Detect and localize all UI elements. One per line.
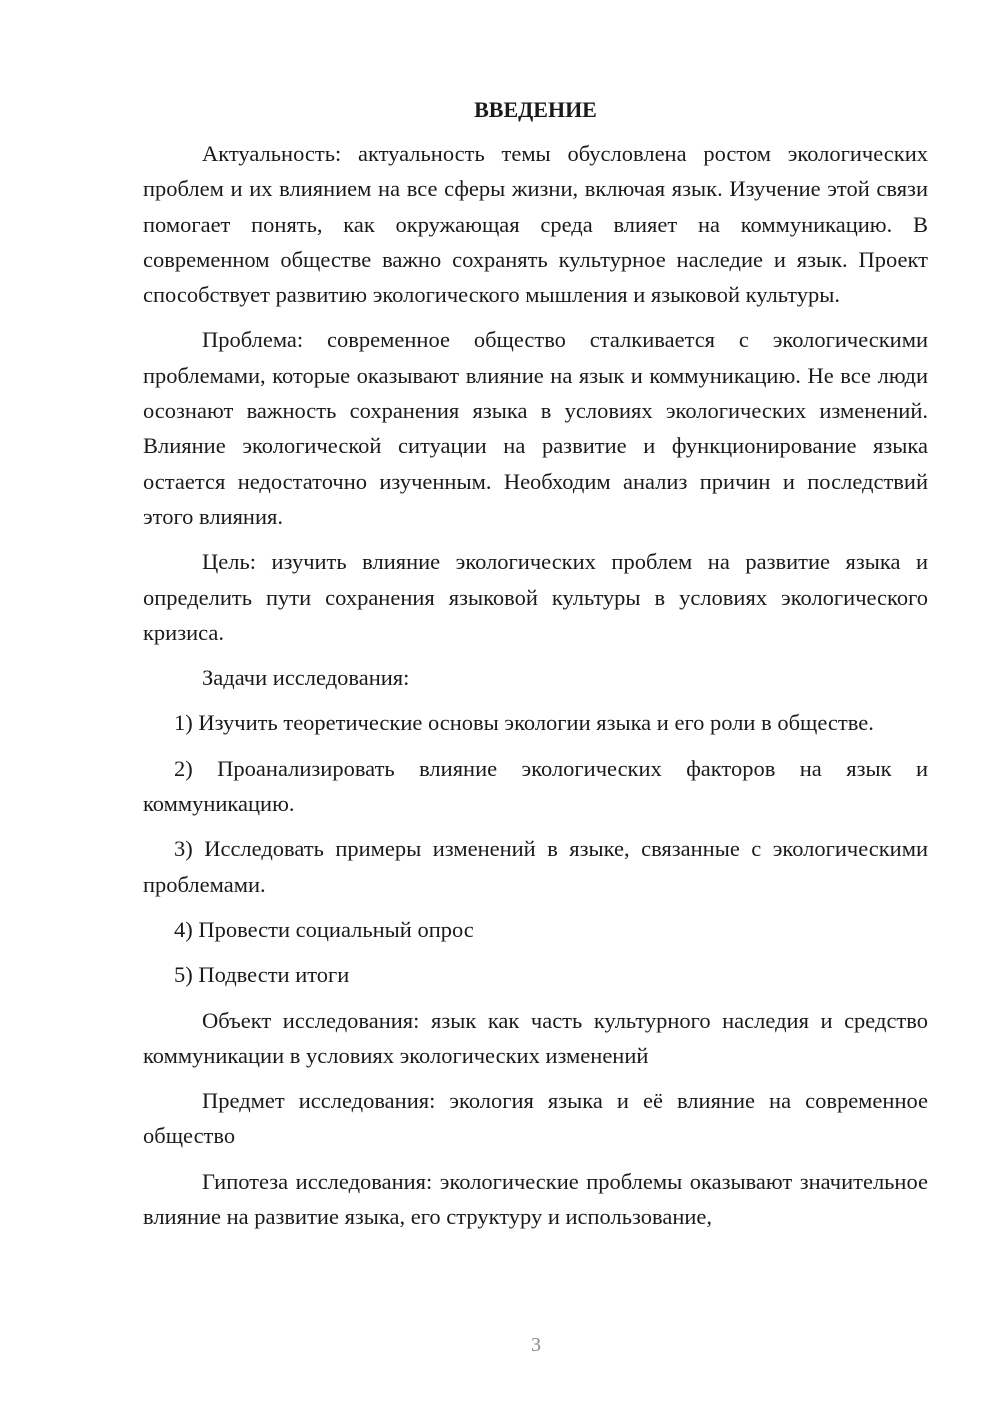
problem-paragraph: Проблема: современное общество сталкивается с экологическими проблемами, которые оказывают влияние на язык и коммуникацию. Не все люди осознают важность сохранения языка в условиях экологических изменений. Влияние экологической ситуации на развитие и функционирование языка остается недостаточно изученным. Необходим анализ причин и последствий этого влияния. [143,327,928,529]
page-content [143,92,928,1244]
task-item: 2) Проанализировать влияние экологических факторов на язык и коммуникацию. [143,755,928,817]
hypothesis-paragraph: Гипотеза исследования: экологические проблемы оказывают значительное влияние на развитие языка, его структуру и использование, [143,1168,928,1230]
task-item: 4) Провести социальный опрос [174,916,474,942]
task-item: 1) Изучить теоретические основы экологии языка и его роли в обществе. [174,710,874,736]
task-item: 5) Подвести итоги [174,962,350,988]
page-number: 3 [531,1334,541,1356]
tasks-heading: Задачи исследования: [202,665,410,691]
object-paragraph: Объект исследования: язык как часть культурного наследия и средство коммуникации в условиях экологических изменений [143,1007,928,1068]
goal-paragraph: Цель: изучить влияние экологических проблем на развитие языка и определить пути сохранения языковой культуры в условиях экологического кризиса. [143,549,928,645]
subject-paragraph: Предмет исследования: экология языка и её влияние на современное общество [143,1088,928,1149]
page-title: ВВЕДЕНИЕ [474,97,597,122]
relevance-paragraph: Актуальность: актуальность темы обусловлена ростом экологических проблем и их влиянием на все сферы жизни, включая язык. Изучение этой связи помогает понять, как окружающая среда влияет на коммуникацию. В современном обществе важно сохранять культурное наследие и язык. Проект способствует развитию экологического мышления и языковой культуры. [143,141,928,308]
tasks-list [143,705,928,992]
task-item: 3) Исследовать примеры изменений в языке, связанные с экологическими проблемами. [143,836,928,897]
